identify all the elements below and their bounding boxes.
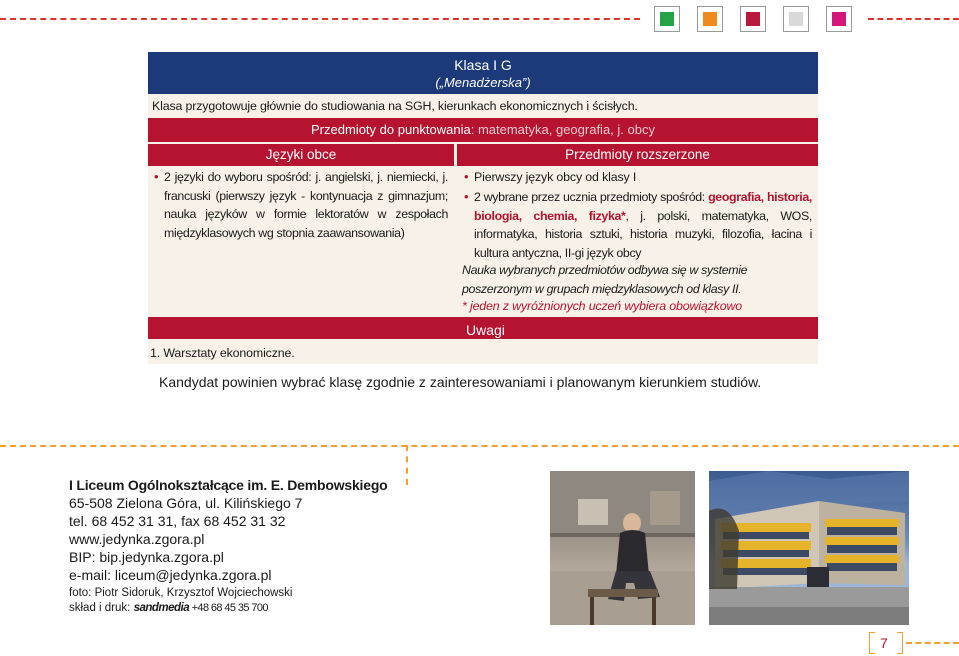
col-right-header: Przedmioty rozszerzone: [457, 144, 818, 166]
description-row: [148, 94, 818, 118]
footnote: * jeden z wyróżnionych uczeń wybiera obowiązkowo: [462, 299, 742, 313]
right-item-1: • Pierwszy język obcy od klasy I: [474, 168, 812, 187]
school-building-photo: [709, 471, 909, 625]
phone: tel. 68 452 31 31, fax 68 452 31 32: [69, 513, 286, 529]
page-number: 7: [880, 635, 888, 651]
class-subtitle: („Menadżerska”): [435, 75, 531, 90]
school-name: I Liceum Ogólnokształcące im. E. Dembowskiego: [69, 477, 388, 493]
bullet-icon: •: [154, 169, 159, 184]
bullet-icon: •: [464, 189, 469, 204]
address: 65-508 Zielona Góra, ul. Kilińskiego 7: [69, 495, 303, 511]
top-dashed-line-right: [868, 18, 959, 20]
student-photo: [550, 471, 695, 625]
extended-note: Nauka wybranych przedmiotów odbywa się w systemie poszerzonym w grupach międzyklasowych od klasy II.: [462, 263, 748, 296]
top-dashed-line-left: [0, 18, 640, 20]
page-number-bracket-right: [897, 632, 903, 654]
color-square-magenta: [826, 6, 852, 32]
remarks-item: 1. Warsztaty ekonomiczne.: [150, 346, 295, 360]
website-link[interactable]: www.jedynka.zgora.pl: [69, 531, 205, 547]
color-square-orange: [697, 6, 723, 32]
email-link[interactable]: e-mail: liceum@jedynka.zgora.pl: [69, 567, 272, 583]
right-item-2: • 2 wybrane przez ucznia przedmioty spośród: geografia, historia, biologia, chemia, fizyka*, j. polski, matematyka, WOS, informatyka, historia sztuki, historia muzyki, filozofia, łacina i kultura antyczna, II-gi język obcy: [464, 189, 812, 260]
print-credit: skład i druk: sandmedia +48 68 45 35 700: [69, 602, 268, 614]
class-title: Klasa I G: [454, 57, 512, 73]
left-column-text: • 2 języki do wyboru spośród: j. angielski, j. niemiecki, j. francuski (pierwszy język - kontynuacja z gimnazjum; nauka języków w formie lektoratów w zespołach międzyklasowych wg stopnia zaawansowania): [154, 169, 448, 240]
color-square-green: [654, 6, 680, 32]
candidate-note: Kandydat powinien wybrać klasę zgodnie z zainteresowaniami i planowanym kierunkiem studiów.: [159, 374, 762, 390]
col-left-header: Języki obce: [148, 144, 454, 166]
bottom-dashed-line: [0, 445, 959, 447]
emphasized-subjects: geografia, historia, biologia, chemia, fizyka*: [474, 190, 812, 223]
remarks-header: Uwagi: [466, 322, 505, 338]
scoring-label: Przedmioty do punktowania: [311, 122, 471, 137]
color-square-crimson: [740, 6, 766, 32]
class-title-bar: [148, 52, 818, 94]
page-number-bracket-left: [869, 632, 875, 654]
photo-credit: foto: Piotr Sidoruk, Krzysztof Wojciechowski: [69, 587, 293, 599]
class-table: [148, 52, 818, 364]
contact-block: [69, 476, 388, 584]
sandmedia-logo: sandmedia: [133, 602, 190, 614]
bip-link[interactable]: BIP: bip.jedynka.zgora.pl: [69, 549, 224, 565]
scoring-values: : matematyka, geografia, j. obcy: [470, 122, 655, 137]
bullet-icon: •: [464, 169, 469, 184]
color-square-grey: [783, 6, 809, 32]
credits: [69, 586, 292, 616]
frame-vertical-line: [406, 445, 408, 485]
scoring-bar: [148, 118, 818, 142]
class-description: Klasa przygotowuje głównie do studiowania na SGH, kierunkach ekonomicznych i ścisłych.: [152, 99, 638, 113]
page-number-dashed-line: [906, 642, 959, 644]
